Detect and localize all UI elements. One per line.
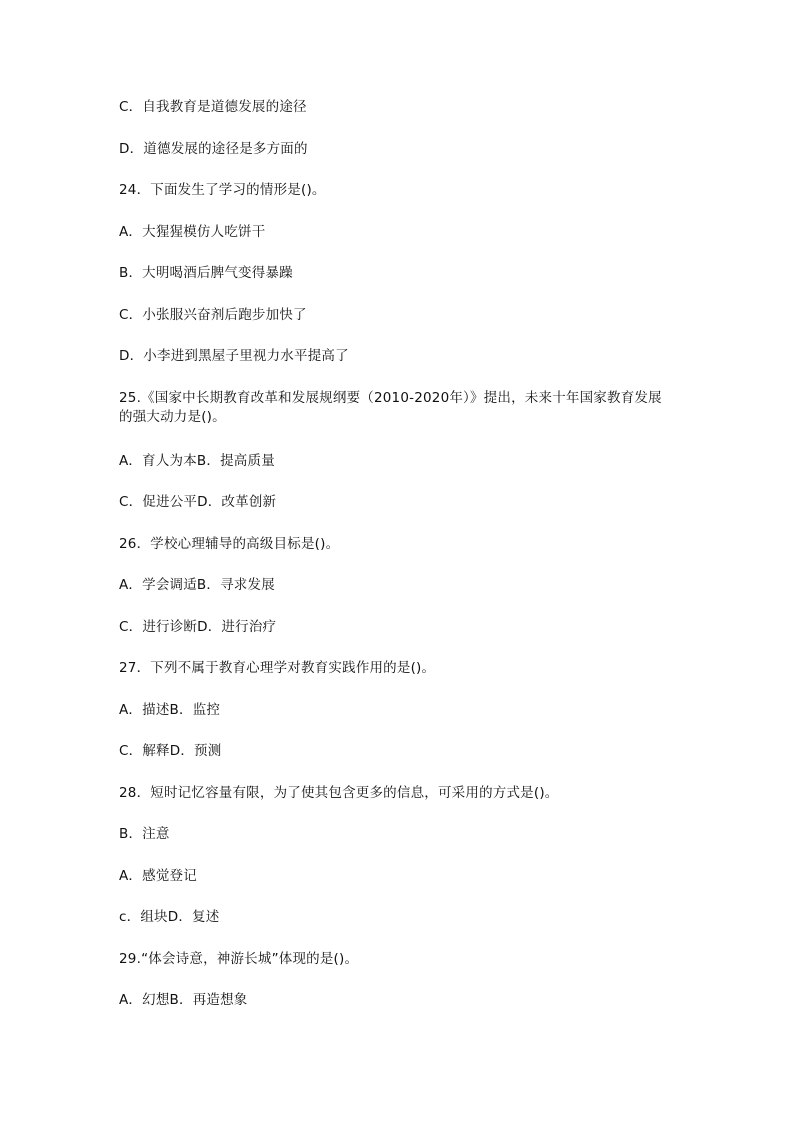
question-24-option-b: B．大明喝酒后脾气变得暴躁 bbox=[119, 265, 293, 281]
question-27-options-cd: C．解释D．预测 bbox=[119, 743, 222, 759]
question-24-option-c: C．小张服兴奋剂后跑步加快了 bbox=[119, 307, 307, 323]
question-26: 26．学校心理辅导的高级目标是()。 bbox=[119, 536, 340, 552]
question-27-options-ab: A．描述B．监控 bbox=[119, 702, 221, 718]
question-28: 28．短时记忆容量有限，为了使其包含更多的信息，可采用的方式是()。 bbox=[119, 785, 559, 801]
question-26-options-cd: C．进行诊断D．进行治疗 bbox=[119, 619, 277, 635]
question-24: 24．下面发生了学习的情形是()。 bbox=[119, 182, 326, 198]
option-c-line: C．自我教育是道德发展的途径 bbox=[119, 99, 307, 115]
question-24-option-d: D．小李进到黑屋子里视力水平提高了 bbox=[119, 348, 349, 364]
question-29-options-ab: A．幻想B．再造想象 bbox=[119, 992, 248, 1008]
option-d-line: D．道德发展的途径是多方面的 bbox=[119, 141, 308, 157]
question-24-option-a: A．大猩猩模仿人吃饼干 bbox=[119, 224, 266, 240]
question-25-options-ab: A．育人为本B．提高质量 bbox=[119, 453, 275, 469]
question-28-option-b: B．注意 bbox=[119, 826, 170, 842]
question-28-options-cd: c．组块D．复述 bbox=[119, 909, 220, 925]
question-25: 25.《国家中长期教育改革和发展规纲要（2010-2020年）》提出，未来十年国家教育发展的强大动力是()。 bbox=[119, 390, 662, 425]
question-26-options-ab: A．学会调适B．寻求发展 bbox=[119, 577, 275, 593]
question-28-option-a: A．感觉登记 bbox=[119, 868, 197, 884]
question-29: 29.“体会诗意，神游长城”体现的是()。 bbox=[119, 951, 359, 967]
question-27: 27．下列不属于教育心理学对教育实践作用的是()。 bbox=[119, 660, 436, 676]
question-25-options-cd: C．促进公平D．改革创新 bbox=[119, 494, 277, 510]
